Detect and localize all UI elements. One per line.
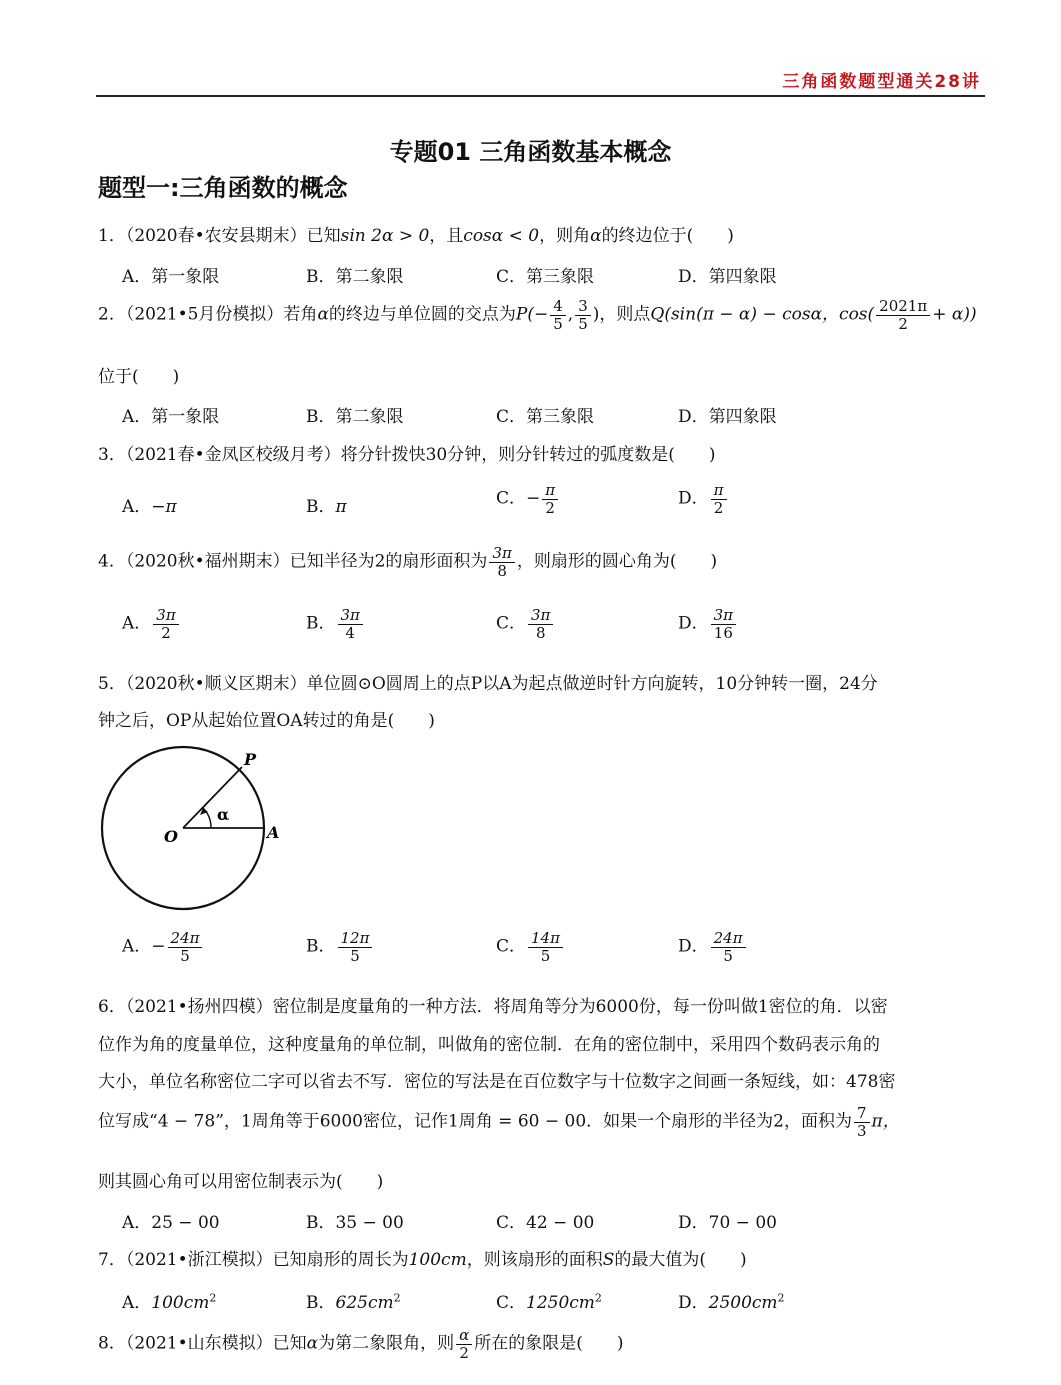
question-2-stem [98, 298, 977, 332]
q4-option-d-label: D． [678, 613, 709, 634]
question-8-stem [98, 1327, 624, 1361]
q2-mid2: ，则点 [599, 304, 651, 325]
q8-alpha: α [306, 1333, 319, 1354]
question-6-line-1: 6．（2021•扬州四模）密位制是度量角的一种方法．将周角等分为6000份，每一份叫做1密位的角．以密 [98, 997, 888, 1017]
ray-op [183, 767, 242, 828]
q2-option-b: B．第二象限 [306, 407, 404, 427]
q8-f-num: α [456, 1327, 472, 1345]
section-title: 题型一:三角函数的概念 [98, 174, 348, 202]
q4-option-a-fraction [153, 607, 178, 641]
q7-s: S [602, 1250, 615, 1270]
q4-suffix: ，则扇形的圆心角为( ) [516, 551, 718, 572]
q2-f3-num: 2021π [876, 298, 930, 316]
q3-option-c-fraction [542, 482, 558, 516]
q4-option-c-label: C． [496, 613, 527, 634]
q1-mid2: ，则角 [539, 226, 591, 246]
q6-option-d: D．70 − 00 [678, 1213, 777, 1233]
q5-option-c-fraction [528, 930, 563, 964]
q2-point-q: Q(sin(π − α) − cosα，cos( [650, 304, 875, 325]
q3-option-a [122, 492, 177, 517]
q7-mid: ，则该扇形的面积 [466, 1250, 603, 1270]
q7-option-a-exp: 2 [209, 1291, 217, 1305]
q6-f-num: 7 [854, 1105, 870, 1123]
q3-option-b [306, 492, 347, 517]
q5-option-b-den: 5 [350, 946, 360, 965]
q3-option-c [496, 482, 560, 516]
q5-option-a-fraction [168, 930, 203, 964]
document-title: 专题01 三角函数基本概念 [389, 138, 672, 166]
q2-option-d: D．第四象限 [678, 407, 777, 427]
q5-option-d-label: D． [678, 936, 709, 957]
q7-suffix: 的最大值为( ) [614, 1250, 747, 1270]
q3-option-d-den: 2 [713, 498, 724, 517]
q3-option-c-num: π [542, 482, 558, 500]
q4-option-a [122, 607, 181, 641]
q4-option-b [306, 607, 365, 641]
label-alpha: α [217, 805, 230, 824]
q7-option-b-value: 625cm [335, 1293, 394, 1313]
q5-option-c-num: 14π [528, 930, 563, 948]
question-1-stem [98, 221, 734, 246]
q2-f3-den: 2 [898, 314, 908, 333]
q1-expr1: sin 2α > 0 [340, 226, 430, 246]
q5-option-b [306, 930, 374, 964]
q4-fraction [489, 545, 514, 579]
q4-option-d-fraction [711, 607, 736, 641]
q7-prefix: 7．（2021•浙江模拟）已知扇形的周长为 [98, 1250, 409, 1270]
q3-option-d-num: π [711, 482, 727, 500]
q3-option-c-label: C． [496, 488, 527, 509]
question-5-line-2: 钟之后，OP从起始位置OA转过的角是( ) [98, 711, 435, 731]
q2-option-a: A．第一象限 [122, 407, 220, 427]
q5-option-d-fraction [711, 930, 746, 964]
q1-option-c: C．第三象限 [496, 267, 595, 287]
q4-option-c-fraction [528, 607, 553, 641]
q2-comma: , [567, 304, 574, 325]
q3-option-a-label: A． [122, 497, 152, 517]
q2-fraction-2 [575, 298, 591, 332]
q4-option-b-fraction [338, 607, 363, 641]
q1-option-b: B．第二象限 [306, 267, 404, 287]
q1-expr2: cosα < 0 [463, 226, 540, 246]
q2-tail: + α)) [932, 304, 977, 325]
question-7-stem [98, 1245, 747, 1270]
q2-close: ) [592, 304, 600, 325]
q3-option-b-value: π [335, 497, 347, 517]
q7-option-a [122, 1288, 216, 1313]
series-title: 三角函数题型通关28讲 [782, 72, 981, 92]
q5-option-a-sign: − [151, 936, 166, 957]
q6-line-4-text: 位写成“4 − 78”，1周角等于6000密位，记作1周角 = 60 − 00．如果一个扇形的半径为2，面积为 [98, 1111, 852, 1132]
q5-option-a-num: 24π [168, 930, 203, 948]
q4-f-num: 3π [489, 545, 514, 563]
q7-option-d-exp: 2 [777, 1291, 785, 1305]
q6-fraction [854, 1105, 870, 1139]
q3-option-b-label: B． [306, 497, 336, 517]
q5-option-b-num: 12π [338, 930, 373, 948]
q4-option-a-label: A． [122, 613, 152, 634]
q8-fraction [456, 1327, 472, 1361]
q4-option-a-den: 2 [161, 623, 171, 642]
q6-line-4-tail: π， [871, 1111, 900, 1132]
question-6-line-3: 大小，单位名称密位二字可以省去不写．密位的写法是在百位数字与十位数字之间画一条短线，如：478密 [98, 1072, 896, 1092]
question-5-line-1: 5．（2020秋•顺义区期末）单位圆⊙O圆周上的点P以A为起点做逆时针方向旋转，10分钟转一圈，24分 [98, 674, 878, 694]
question-6-line-4 [98, 1105, 900, 1139]
q3-option-a-value: −π [151, 497, 177, 517]
q7-perimeter: 100cm [408, 1250, 467, 1270]
q4-prefix: 4．（2020秋•福州期末）已知半径为2的扇形面积为 [98, 551, 488, 572]
q7-option-b [306, 1288, 401, 1313]
q2-line-2: 位于( ) [98, 367, 180, 387]
q5-option-d-den: 5 [723, 946, 733, 965]
q2-f2-den: 5 [578, 314, 588, 333]
q6-option-a: A．25 − 00 [122, 1213, 220, 1233]
q4-option-d-den: 16 [713, 623, 733, 642]
question-4-stem [98, 545, 717, 579]
q7-option-d-label: D． [678, 1293, 709, 1313]
q5-option-a [122, 930, 204, 964]
q2-mid1: 的终边与单位圆的交点为 [328, 304, 516, 325]
q3-option-c-sign: − [526, 488, 541, 509]
q1-prefix: 1．（2020春•农安县期末）已知 [98, 226, 341, 246]
q4-option-b-den: 4 [345, 623, 355, 642]
q7-option-b-exp: 2 [393, 1291, 401, 1305]
q4-option-d-num: 3π [711, 607, 736, 625]
q7-option-c-label: C． [496, 1293, 527, 1313]
q8-f-den: 2 [459, 1343, 469, 1362]
q2-fraction-1 [550, 298, 566, 332]
q7-option-c [496, 1288, 602, 1313]
label-p: P [244, 750, 257, 769]
q7-option-d [678, 1288, 785, 1313]
q5-option-d [678, 930, 748, 964]
q2-fraction-3 [876, 298, 930, 332]
q4-option-c-num: 3π [528, 607, 553, 625]
q4-option-d [678, 607, 738, 641]
q3-option-d [678, 482, 729, 516]
q5-option-b-fraction [338, 930, 373, 964]
q3-option-d-label: D． [678, 488, 709, 509]
q7-option-c-value: 1250cm [526, 1293, 595, 1313]
q2-option-c: C．第三象限 [496, 407, 595, 427]
q4-option-a-num: 3π [153, 607, 178, 625]
q3-option-d-fraction [711, 482, 727, 516]
q5-option-c-den: 5 [540, 946, 551, 965]
q4-option-c-den: 8 [535, 623, 546, 642]
q6-option-b: B．35 − 00 [306, 1213, 404, 1233]
q6-option-c: C．42 − 00 [496, 1213, 595, 1233]
q3-option-c-den: 2 [545, 498, 555, 517]
q2-f1-den: 5 [553, 314, 563, 333]
q1-option-a: A．第一象限 [122, 267, 220, 287]
q4-f-den: 8 [497, 561, 507, 580]
q4-option-b-label: B． [306, 613, 336, 634]
question-3-stem: 3．（2021春•金凤区校级月考）将分针拨快30分钟，则分针转过的弧度数是( ) [98, 445, 716, 465]
q1-suffix: 的终边位于( ) [601, 226, 734, 246]
q1-alpha: α [590, 226, 602, 246]
q2-f1-num: 4 [550, 298, 566, 316]
q7-option-c-exp: 2 [594, 1291, 602, 1305]
q2-f2-num: 3 [575, 298, 591, 316]
q5-option-d-num: 24π [711, 930, 746, 948]
q1-mid1: ，且 [429, 226, 464, 246]
q7-option-a-label: A． [122, 1293, 152, 1313]
q2-prefix: 2．（2021•5月份模拟）若角 [98, 304, 318, 325]
unit-circle-diagram [100, 745, 300, 915]
q4-option-b-num: 3π [338, 607, 363, 625]
q5-option-c [496, 930, 565, 964]
question-6-line-5: 则其圆心角可以用密位制表示为( ) [98, 1172, 384, 1192]
q4-option-c [496, 607, 555, 641]
q5-option-a-den: 5 [180, 946, 190, 965]
q7-option-d-value: 2500cm [708, 1293, 778, 1313]
q5-option-b-label: B． [306, 936, 336, 957]
q6-f-den: 3 [856, 1121, 867, 1140]
q5-option-c-label: C． [496, 936, 527, 957]
label-o: O [164, 827, 178, 846]
q2-point-p: P(− [515, 304, 549, 325]
q1-option-d: D．第四象限 [678, 267, 777, 287]
question-6-line-2: 位作为角的度量单位，这种度量角的单位制，叫做角的密位制．在角的密位制中，采用四个数码表示角的 [98, 1035, 880, 1055]
q7-option-a-value: 100cm [151, 1293, 210, 1313]
label-a: A [267, 823, 280, 842]
q8-mid: 为第二象限角，则 [318, 1333, 455, 1354]
header-rule [96, 95, 985, 97]
q2-alpha: α [317, 304, 329, 325]
q5-option-a-label: A． [122, 936, 152, 957]
q7-option-b-label: B． [306, 1293, 336, 1313]
q8-prefix: 8．（2021•山东模拟）已知 [98, 1333, 307, 1354]
q8-suffix: 所在的象限是( ) [474, 1333, 624, 1354]
